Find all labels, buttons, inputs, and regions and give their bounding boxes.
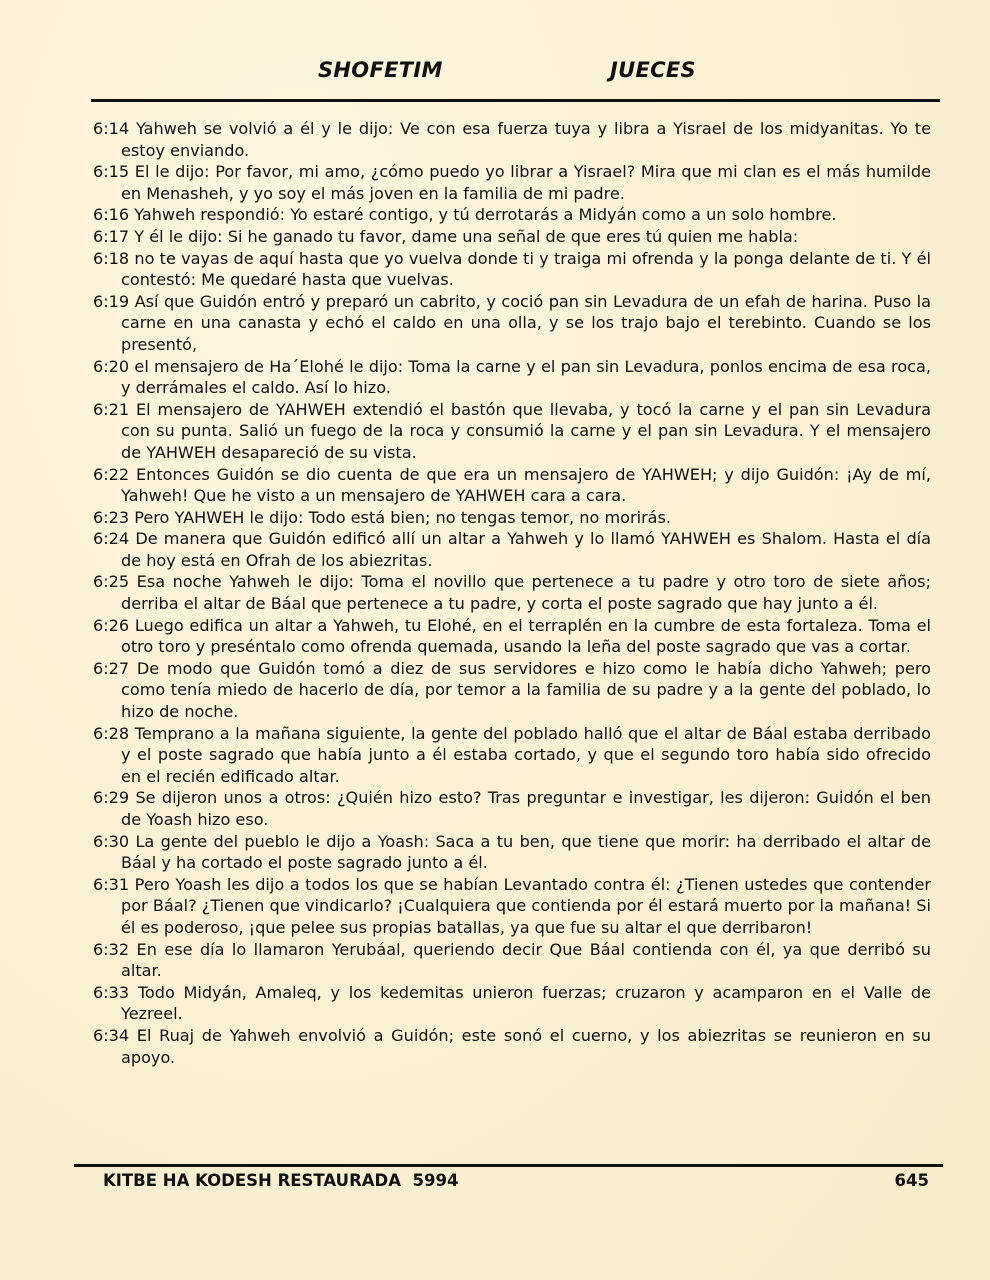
verse-6-30: 6:30 La gente del pueblo le dijo a Yoash: Saca a tu ben, que tiene que morir: ha derribado el altar de Báal y ha cortado el poste sagrado junto a él. — [93, 831, 931, 873]
verse-6-22: 6:22 Entonces Guidón se dio cuenta de que era un mensajero de YAHWEH; y dijo Guidón: ¡Ay de mí, Yahweh! Que he visto a un mensajero de YAHWEH cara a cara. — [93, 464, 931, 506]
verse-6-17: 6:17 Y él le dijo: Si he ganado tu favor, dame una señal de que eres tú quien me habla: — [93, 226, 799, 246]
page-footer — [0, 1171, 990, 1195]
verse-6-16: 6:16 Yahweh respondió: Yo estaré contigo, y tú derrotarás a Midyán como a un solo hombre. — [93, 205, 837, 225]
header-divider — [91, 99, 940, 102]
verse-6-21: 6:21 El mensajero de YAHWEH extendió el bastón que llevaba, y tocó la carne y el pan sin Levadura con su punta. Salió un fuego de la roca y consumió la carne y el pan sin Levadura. Y el mensajero de YAHWEH desapareció de su vista. — [93, 399, 931, 462]
verse-6-20: 6:20 el mensajero de Ha´Elohé le dijo: Toma la carne y el pan sin Levadura, ponlos encima de esa roca, y derrámales el caldo. Así lo hizo. — [93, 356, 931, 398]
header-right-title: JUECES — [610, 58, 696, 82]
verse-6-28: 6:28 Temprano a la mañana siguiente, la gente del poblado halló que el altar de Báal estaba derribado y el poste sagrado que había junto a él estaba cortado, y que el segundo toro había sido ofrecido en el recién edificado altar. — [93, 723, 931, 786]
footer-divider — [74, 1164, 943, 1167]
verse-6-34: 6:34 El Ruaj de Yahweh envolvió a Guidón; este sonó el cuerno, y los abiezritas se reunieron en su apoyo. — [93, 1025, 931, 1067]
verse-6-23: 6:23 Pero YAHWEH le dijo: Todo está bien; no tengas temor, no morirás. — [93, 507, 672, 527]
verse-list — [93, 118, 931, 1068]
header-left-title: SHOFETIM — [318, 58, 443, 82]
verse-6-24: 6:24 De manera que Guidón edificó allí un altar a Yahweh y lo llamó YAHWEH es Shalom. Hasta el día de hoy está en Ofrah de los abiezritas. — [93, 529, 931, 570]
verse-6-19: 6:19 Así que Guidón entró y preparó un cabrito, y coció pan sin Levadura de un efah de harina. Puso la carne en una canasta y echó el caldo en una olla, y se los trajo bajo el terebinto. Cuando se los presentó, — [93, 291, 931, 354]
verse-6-29: 6:29 Se dijeron unos a otros: ¿Quién hizo esto? Tras preguntar e investigar, les dijeron: Guidón el ben de Yoash hizo eso. — [93, 788, 931, 829]
verse-6-27: 6:27 De modo que Guidón tomó a diez de sus servidores e hizo como le había dicho Yahweh; pero como tenía miedo de hacerlo de día, por temor a la familia de su padre y a la gente del poblado, lo hizo de noche. — [93, 658, 931, 722]
verse-6-26: 6:26 Luego edifica un altar a Yahweh, tu Elohé, en el terraplén en la cumbre de esta fortaleza. Toma el otro toro y preséntalo como ofrenda quemada, usando la leña del poste sagrado que vas a cortar. — [93, 615, 931, 657]
verse-6-32: 6:32 En ese día lo llamaron Yerubáal, queriendo decir Que Báal contienda con él, ya que derribó su altar. — [93, 939, 931, 981]
verse-6-14: 6:14 Yahweh se volvió a él y le dijo: Ve con esa fuerza tuya y libra a Yisrael de los midyanitas. Yo te estoy enviando. — [93, 119, 931, 160]
verse-6-15: 6:15 El le dijo: Por favor, mi amo, ¿cómo puedo yo librar a Yisrael? Mira que mi clan es el más humilde en Menasheh, y yo soy el más joven en la familia de mi padre. — [93, 162, 931, 203]
verse-6-33: 6:33 Todo Midyán, Amaleq, y los kedemitas unieron fuerzas; cruzaron y acamparon en el Valle de Yezreel. — [93, 982, 931, 1024]
footer-page-number: 645 — [894, 1171, 929, 1190]
footer-book-title: KITBE HA KODESH RESTAURADA 5994 — [103, 1171, 459, 1190]
verse-6-18: 6:18 no te vayas de aquí hasta que yo vuelva donde ti y traiga mi ofrenda y la ponga delante de ti. Y él contestó: Me quedaré hasta que vuelvas. — [93, 248, 931, 290]
verse-6-31: 6:31 Pero Yoash les dijo a todos los que se habían Levantado contra él: ¿Tienen ustedes que contender por Báal? ¿Tienen que vindicarlo? ¡Cualquiera que contienda por él estará muerto por la mañana! Si él es poderoso, ¡que pelee sus propias batallas, ya que fue su altar el que derribaron! — [93, 874, 931, 937]
verse-6-25: 6:25 Esa noche Yahweh le dijo: Toma el novillo que pertenece a tu padre y otro toro de siete años; derriba el altar de Báal que pertenece a tu padre, y corta el poste sagrado que hay junto a él. — [93, 572, 931, 614]
page-header — [0, 58, 990, 90]
